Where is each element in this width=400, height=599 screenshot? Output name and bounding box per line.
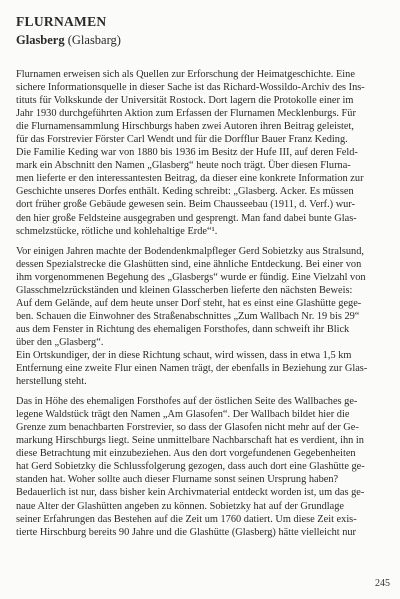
- text-line: tituts für Volkskunde der Universität Rostock. Dort lagern die Protokolle einer im: [16, 95, 354, 107]
- text-line: die Flurnamensammlung Hirschburgs haben zwei Autoren ihren Beitrag geleistet,: [16, 121, 354, 133]
- text-line: naue Alter der Glashütten angeben zu können. Sobietzky hat auf der Grundlage: [16, 500, 345, 512]
- text-line: herstellung steht.: [16, 376, 87, 388]
- text-line: legene Waldstück trägt den Namen „Am Glasofen“. Der Wallbach bildet hier die: [16, 409, 350, 421]
- text-line: Entfernung eine zweite Flur einen Namen trägt, der ebenfalls in Beziehung zur Glas-: [16, 363, 368, 375]
- entry-name: Glasberg: [16, 33, 65, 47]
- section-heading: FLURNAMEN: [16, 14, 107, 29]
- text-line: Geschichte unseres Dorfes enthält. Keding schreibt: „Glasberg. Acker. Es müssen: [16, 186, 354, 198]
- text-line: seiner Erfahrungen das Bestehen auf die Zeit um 1760 datiert. Um diese Zeit exis-: [16, 513, 357, 525]
- text-line: ben. Schauen die Einwohner des Straßenabschnittes „Zum Wallbach Nr. 19 bis 29“: [16, 310, 360, 322]
- entry-variant: (Glasbarg): [67, 33, 121, 47]
- paragraph-1: [16, 68, 389, 238]
- entry-title: [16, 33, 121, 48]
- text-line: sichere Informationsquelle in dieser Sache ist das Richard-Wossildo-Archiv des Ins-: [16, 82, 365, 94]
- text-line: schmelzstücke, rötliche und kohlehaltige Erde“¹.: [16, 225, 218, 237]
- text-line: aus dem Fenster in Richtung des ehemaligen Forsthofes, dann schweift ihr Blick: [16, 323, 350, 335]
- text-line: über den „Glasberg“.: [16, 336, 104, 348]
- text-line: Ein Ortskundiger, der in diese Richtung schaut, wird wissen, dass in etwa 1,5 km: [16, 349, 352, 361]
- text-line: Grenze zum benachbarten Forstrevier, so dass der Glasofen nicht mehr auf der Ge-: [16, 422, 359, 434]
- text-line: Bedauerlich ist nur, dass bisher kein Archivmaterial entdeckt worden ist, um das ge-: [16, 487, 365, 499]
- text-line: Vor einigen Jahren machte der Bodendenkmalpfleger Gerd Sobietzky aus Stralsund,: [16, 245, 364, 257]
- text-line: diese Betrachtung mit einzubeziehen. Aus den dort vorgefundenen Gegebenheiten: [16, 448, 356, 460]
- text-line: Glasschmelzrückständen und kleinen Glasscherben lieferte den nächsten Beweis:: [16, 284, 353, 296]
- text-line: Jahr 1930 durchgeführten Aktion zum Erfassen der Flurnamen Mecklenburgs. Für: [16, 108, 356, 120]
- text-line: hat Gerd Sobietzky die Schlussfolgerung gezogen, dass auch dort eine Glashütte ge-: [16, 461, 365, 473]
- text-line: Auf dem Gelände, auf dem heute unser Dorf steht, hat es einst eine Glashütte gege-: [16, 297, 362, 309]
- text-line: mark ein Abschnitt den Namen „Glasberg“ heute noch trägt. Über diesen Flurna-: [16, 160, 351, 172]
- paragraph-2: [16, 245, 389, 389]
- text-line: den hier große Feldsteine ausgegraben und gesprengt. Man fand dabei bunte Glas-: [16, 212, 357, 224]
- text-line: ihm vorgenommenen Begehung des „Glasbergs“ wurde er fündig. Eine Vielzahl von: [16, 271, 366, 283]
- page-number: 245: [375, 578, 390, 589]
- text-line: für das Forstrevier Förster Carl Wendt und für die Dorfflur Bauer Franz Keding.: [16, 134, 348, 146]
- text-line: Das in Höhe des ehemaligen Forsthofes auf der östlichen Seite des Wallbaches ge-: [16, 396, 358, 408]
- paragraph-3: [16, 395, 389, 539]
- text-line: standen hat. Woher sollte auch dieser Flurname sonst seinen Ursprung haben?: [16, 474, 339, 486]
- body-text: [16, 68, 389, 546]
- text-line: tierte Hirschburg bereits 90 Jahre und die Glashütte (Glasberg) hätte vielleicht nur: [16, 526, 356, 538]
- text-line: Die Familie Keding war von 1880 bis 1936 im Besitz der Hufe III, auf deren Feld-: [16, 147, 358, 159]
- text-line: Flurnamen erweisen sich als Quellen zur Erforschung der Heimatgeschichte. Eine: [16, 69, 355, 80]
- text-line: dort früher große Gebäude gewesen sein. Beim Chausseebau (1911, d. Verf.) wur-: [16, 199, 356, 211]
- text-line: men lieferte er den interessantesten Beitrag, da dieser eine konkrete Information zur: [16, 173, 364, 185]
- text-line: markung Hirschburgs liegt. Seine unmittelbare Nachbarschaft hat es verdient, ihn in: [16, 435, 364, 447]
- text-line: dessen Spezialstrecke die Glashütten sind, eine ähnliche Entdeckung. Bei einer von: [16, 258, 362, 270]
